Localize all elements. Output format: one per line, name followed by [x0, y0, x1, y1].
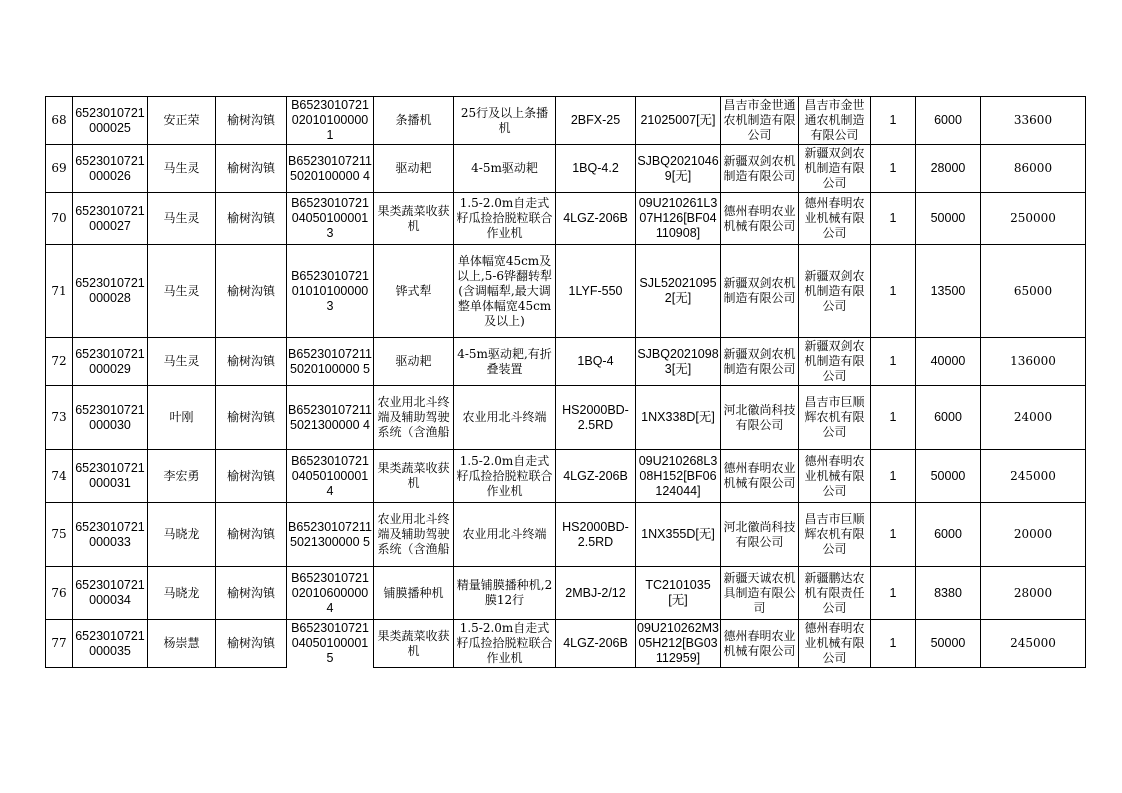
applicant-code: 6523010721000033 [75, 519, 145, 549]
row-number: 77 [51, 636, 67, 650]
serial-number: 21025007[无] [640, 113, 716, 127]
manufacturer: 昌吉市金世通农机制造有限公司 [723, 98, 796, 142]
item-code: B652301072115021300000 4 [288, 402, 372, 432]
machine-spec-cell [454, 97, 556, 145]
serial-number: 09U210268L308H152[BF06124044] [638, 453, 718, 498]
sale-price-cell [981, 503, 1086, 567]
manufacturer: 新疆双剑农机制造有限公司 [723, 276, 796, 305]
serial-number-cell [636, 145, 721, 193]
farmer-name-cell [148, 386, 216, 450]
machine-category-cell [374, 145, 454, 193]
row-number-cell [46, 386, 73, 450]
machine-model-cell [556, 503, 636, 567]
row-number-cell [46, 620, 73, 668]
machine-spec-cell [454, 450, 556, 503]
quantity-cell [871, 450, 916, 503]
sale-price: 24000 [1013, 410, 1053, 424]
machine-spec: 单体幅宽45cm及以上,5-6铧翻转犁(含调幅犁,最大调整单体幅宽45cm及以上) [456, 253, 553, 328]
dealer: 昌吉市金世通农机制造有限公司 [804, 98, 865, 142]
town-name-cell [216, 145, 287, 193]
item-code: B652301072115021300000 5 [288, 519, 372, 549]
quantity-cell [871, 193, 916, 245]
sale-price: 86000 [1013, 161, 1053, 175]
machine-model-cell [556, 193, 636, 245]
manufacturer: 德州春明农业机械有限公司 [723, 461, 796, 490]
machine-category: 驱动耙 [395, 161, 432, 175]
machine-model-cell [556, 338, 636, 386]
quantity-cell [871, 145, 916, 193]
item-code-cell [287, 386, 374, 450]
row-number: 73 [51, 410, 67, 424]
table-row [46, 386, 1086, 450]
subsidy-amount: 50000 [930, 211, 966, 225]
serial-number: 1NX355D[无] [641, 527, 715, 541]
sale-price: 20000 [1013, 527, 1053, 541]
machine-category-cell [374, 193, 454, 245]
subsidy-amount: 50000 [930, 468, 966, 483]
dealer: 昌吉市巨顺辉农机有限公司 [804, 395, 865, 439]
quantity: 1 [889, 585, 897, 600]
serial-number-cell [636, 245, 721, 338]
town-name-cell [216, 245, 287, 338]
row-number: 72 [51, 354, 67, 368]
machine-model-cell [556, 567, 636, 620]
table-row [46, 567, 1086, 620]
machine-spec-cell [454, 620, 556, 668]
table-row [46, 338, 1086, 386]
item-code-cell [287, 338, 374, 386]
quantity: 1 [889, 636, 897, 650]
farmer-name: 叶刚 [169, 410, 194, 424]
machine-spec: 1.5-2.0m自走式籽瓜捡拾脱粒联合作业机 [456, 196, 553, 240]
dealer-cell [799, 386, 871, 450]
quantity-cell [871, 567, 916, 620]
subsidy-amount: 40000 [930, 354, 966, 368]
dealer: 新疆鹏达农机有限责任公司 [804, 570, 865, 615]
row-number: 69 [51, 161, 67, 175]
table-row [46, 193, 1086, 245]
table-row [46, 503, 1086, 567]
applicant-code-cell [73, 193, 148, 245]
manufacturer-cell [721, 450, 799, 503]
machine-category: 果类蔬菜收获机 [377, 628, 450, 658]
manufacturer-cell [721, 503, 799, 567]
farmer-name-cell [148, 145, 216, 193]
item-code: B652301072115020100000 4 [288, 153, 372, 183]
machine-category-cell [374, 620, 454, 668]
town-name: 榆树沟镇 [226, 161, 275, 175]
farmer-name: 马生灵 [163, 283, 200, 298]
subsidy-amount-cell [916, 450, 981, 503]
subsidy-amount: 6000 [934, 527, 962, 541]
machine-model: HS2000BD-2.5RD [562, 519, 629, 549]
machine-category: 果类蔬菜收获机 [377, 203, 450, 233]
machine-spec-cell [454, 338, 556, 386]
dealer: 德州春明农业机械有限公司 [804, 196, 865, 240]
dealer: 德州春明农业机械有限公司 [804, 621, 865, 665]
sale-price: 245000 [1010, 468, 1056, 483]
manufacturer-cell [721, 567, 799, 620]
subsidy-amount-cell [916, 145, 981, 193]
machine-model: 4LGZ-206B [563, 211, 628, 225]
machine-model-cell [556, 450, 636, 503]
quantity-cell [871, 503, 916, 567]
applicant-code: 6523010721000029 [75, 346, 145, 376]
machine-category-cell [374, 97, 454, 145]
item-code: B652301072101010100000 3 [291, 268, 369, 313]
farmer-name-cell [148, 338, 216, 386]
sale-price-cell [981, 386, 1086, 450]
applicant-code: 6523010721000034 [75, 578, 145, 607]
machine-model-cell [556, 145, 636, 193]
dealer-cell [799, 193, 871, 245]
dealer: 昌吉市巨顺辉农机有限公司 [804, 512, 865, 556]
machine-spec-cell [454, 193, 556, 245]
machine-model-cell [556, 245, 636, 338]
quantity: 1 [889, 354, 897, 368]
subsidy-amount-cell [916, 620, 981, 668]
row-number-cell [46, 450, 73, 503]
manufacturer-cell [721, 245, 799, 338]
applicant-code-cell [73, 386, 148, 450]
serial-number-cell [636, 338, 721, 386]
item-code-cell [287, 620, 374, 668]
dealer: 新疆双剑农机制造有限公司 [804, 146, 865, 190]
machine-model: 2MBJ-2/12 [565, 585, 626, 600]
quantity-cell [871, 97, 916, 145]
row-number-cell [46, 567, 73, 620]
serial-number-cell [636, 620, 721, 668]
farmer-name-cell [148, 567, 216, 620]
machine-category: 驱动耙 [395, 354, 432, 368]
item-code-cell [287, 145, 374, 193]
machine-category-cell [374, 503, 454, 567]
machine-spec-cell [454, 245, 556, 338]
item-code-cell [287, 567, 374, 620]
town-name: 榆树沟镇 [226, 468, 275, 483]
applicant-code: 6523010721000025 [75, 105, 145, 135]
item-code-cell [287, 97, 374, 145]
item-code: B652301072104050100001 5 [291, 621, 369, 666]
item-code: B652301072104050100001 3 [291, 196, 369, 240]
serial-number-cell [636, 193, 721, 245]
applicant-code-cell [73, 145, 148, 193]
machine-model: 4LGZ-206B [563, 636, 628, 650]
machine-model: 1BQ-4 [577, 354, 614, 368]
table-row [46, 620, 1086, 668]
quantity: 1 [889, 527, 897, 541]
item-code-cell [287, 245, 374, 338]
sale-price-cell [981, 338, 1086, 386]
machine-spec: 农业用北斗终端 [462, 527, 547, 541]
row-number: 68 [51, 113, 67, 127]
machine-spec: 4-5m驱动耙,有折叠装置 [457, 346, 552, 376]
applicant-code-cell [73, 567, 148, 620]
town-name: 榆树沟镇 [226, 113, 275, 127]
applicant-code-cell [73, 450, 148, 503]
machine-spec-cell [454, 503, 556, 567]
dealer: 德州春明农业机械有限公司 [804, 453, 865, 498]
manufacturer: 河北徽尚科技有限公司 [723, 402, 796, 432]
applicant-code-cell [73, 503, 148, 567]
serial-number: SJL520210952[无] [639, 276, 717, 305]
town-name-cell [216, 620, 287, 668]
machine-category: 农业用北斗终端及辅助驾驶系统（含渔船 [377, 512, 450, 556]
quantity: 1 [889, 468, 897, 483]
machine-model: 2BFX-25 [570, 113, 621, 127]
manufacturer: 河北徽尚科技有限公司 [723, 519, 796, 549]
applicant-code-cell [73, 620, 148, 668]
farmer-name: 杨崇慧 [163, 636, 200, 650]
town-name: 榆树沟镇 [226, 410, 275, 424]
manufacturer: 新疆天诚农机具制造有限公司 [723, 570, 796, 615]
applicant-code: 6523010721000030 [75, 402, 145, 432]
town-name: 榆树沟镇 [226, 211, 275, 225]
applicant-code-cell [73, 338, 148, 386]
subsidy-amount-cell [916, 567, 981, 620]
machine-category-cell [374, 386, 454, 450]
quantity-cell [871, 620, 916, 668]
serial-number-cell [636, 386, 721, 450]
farmer-name: 马生灵 [163, 161, 200, 175]
machine-model: 1LYF-550 [568, 283, 623, 298]
town-name-cell [216, 338, 287, 386]
row-number-cell [46, 97, 73, 145]
serial-number-cell [636, 567, 721, 620]
sale-price: 28000 [1013, 585, 1053, 600]
sale-price-cell [981, 567, 1086, 620]
serial-number: SJBQ20210469[无] [637, 153, 719, 183]
machine-model-cell [556, 620, 636, 668]
subsidy-amount-cell [916, 193, 981, 245]
machine-category: 条播机 [395, 113, 432, 127]
farmer-name: 马生灵 [163, 211, 200, 225]
quantity: 1 [889, 211, 897, 225]
applicant-code-cell [73, 97, 148, 145]
machine-spec-cell [454, 386, 556, 450]
farmer-name-cell [148, 97, 216, 145]
serial-number: 09U210262M305H212[BG03112959] [637, 621, 719, 665]
serial-number: TC2101035[无] [645, 578, 711, 607]
applicant-code: 6523010721000027 [75, 203, 145, 233]
machine-spec: 4-5m驱动耙 [471, 161, 538, 175]
machine-category-cell [374, 450, 454, 503]
sale-price: 250000 [1010, 211, 1056, 225]
sale-price-cell [981, 450, 1086, 503]
farmer-name-cell [148, 620, 216, 668]
quantity-cell [871, 245, 916, 338]
town-name-cell [216, 450, 287, 503]
manufacturer: 德州春明农业机械有限公司 [723, 203, 796, 233]
applicant-code: 6523010721000035 [75, 628, 145, 658]
machine-category-cell [374, 245, 454, 338]
machine-spec-cell [454, 145, 556, 193]
subsidy-amount-cell [916, 338, 981, 386]
farmer-name: 马晓龙 [163, 585, 200, 600]
farmer-name: 马晓龙 [163, 527, 200, 541]
dealer-cell [799, 338, 871, 386]
subsidy-amount-cell [916, 503, 981, 567]
machine-category-cell [374, 567, 454, 620]
table-row [46, 450, 1086, 503]
applicant-code-cell [73, 245, 148, 338]
applicant-code: 6523010721000028 [75, 276, 145, 305]
row-number-cell [46, 338, 73, 386]
town-name-cell [216, 97, 287, 145]
machine-spec: 1.5-2.0m自走式籽瓜捡拾脱粒联合作业机 [456, 453, 553, 498]
serial-number: 09U210261L307H126[BF04110908] [638, 196, 718, 240]
dealer-cell [799, 503, 871, 567]
subsidy-amount: 8380 [934, 585, 962, 600]
table-row [46, 145, 1086, 193]
manufacturer-cell [721, 145, 799, 193]
row-number: 71 [51, 283, 67, 298]
quantity: 1 [889, 283, 897, 298]
machine-category: 农业用北斗终端及辅助驾驶系统（含渔船 [377, 395, 450, 439]
applicant-code: 6523010721000031 [75, 461, 145, 490]
dealer: 新疆双剑农机制造有限公司 [804, 268, 865, 313]
machine-model: HS2000BD-2.5RD [562, 402, 629, 432]
sale-price-cell [981, 620, 1086, 668]
manufacturer: 新疆双剑农机制造有限公司 [723, 346, 796, 376]
town-name-cell [216, 193, 287, 245]
row-number: 75 [51, 527, 67, 541]
item-code: B652301072115020100000 5 [288, 346, 372, 376]
applicant-code: 6523010721000026 [75, 153, 145, 183]
farmer-name: 马生灵 [163, 354, 200, 368]
quantity: 1 [889, 113, 897, 127]
sale-price-cell [981, 97, 1086, 145]
farmer-name-cell [148, 450, 216, 503]
serial-number: 1NX338D[无] [641, 410, 715, 424]
quantity: 1 [889, 410, 897, 424]
manufacturer-cell [721, 386, 799, 450]
sale-price-cell [981, 145, 1086, 193]
row-number: 76 [51, 585, 67, 600]
quantity-cell [871, 386, 916, 450]
dealer-cell [799, 620, 871, 668]
town-name-cell [216, 567, 287, 620]
town-name-cell [216, 503, 287, 567]
town-name: 榆树沟镇 [226, 527, 275, 541]
sale-price: 33600 [1013, 113, 1053, 127]
serial-number-cell [636, 97, 721, 145]
row-number-cell [46, 503, 73, 567]
row-number-cell [46, 145, 73, 193]
table-row [46, 97, 1086, 145]
subsidy-table [45, 96, 1086, 668]
machine-category: 铺膜播种机 [383, 585, 444, 600]
sale-price: 136000 [1010, 354, 1056, 368]
machine-category: 铧式犁 [395, 283, 432, 298]
farmer-name-cell [148, 245, 216, 338]
dealer-cell [799, 245, 871, 338]
sale-price: 65000 [1013, 283, 1053, 298]
manufacturer-cell [721, 193, 799, 245]
dealer-cell [799, 567, 871, 620]
machine-model: 1BQ-4.2 [572, 161, 619, 175]
manufacturer: 德州春明农业机械有限公司 [723, 628, 796, 658]
dealer-cell [799, 450, 871, 503]
dealer-cell [799, 145, 871, 193]
subsidy-amount: 28000 [930, 161, 966, 175]
town-name: 榆树沟镇 [226, 636, 275, 650]
subsidy-amount-cell [916, 97, 981, 145]
sale-price-cell [981, 193, 1086, 245]
town-name: 榆树沟镇 [226, 283, 275, 298]
town-name: 榆树沟镇 [226, 354, 275, 368]
machine-model-cell [556, 97, 636, 145]
machine-category: 果类蔬菜收获机 [377, 461, 450, 490]
row-number-cell [46, 193, 73, 245]
item-code-cell [287, 450, 374, 503]
machine-spec: 1.5-2.0m自走式籽瓜捡拾脱粒联合作业机 [456, 621, 553, 665]
item-code-cell [287, 503, 374, 567]
subsidy-amount: 6000 [934, 113, 962, 127]
item-code-cell [287, 193, 374, 245]
machine-spec: 25行及以上条播机 [460, 105, 549, 135]
item-code: B652301072104050100001 4 [291, 453, 369, 498]
row-number-cell [46, 245, 73, 338]
dealer: 新疆双剑农机制造有限公司 [804, 339, 865, 383]
serial-number-cell [636, 503, 721, 567]
dealer-cell [799, 97, 871, 145]
item-code: B652301072102010600000 4 [291, 570, 369, 615]
machine-category-cell [374, 338, 454, 386]
manufacturer-cell [721, 620, 799, 668]
manufacturer: 新疆双剑农机制造有限公司 [723, 153, 796, 183]
table-row [46, 245, 1086, 338]
machine-spec: 农业用北斗终端 [462, 410, 547, 424]
machine-model: 4LGZ-206B [563, 468, 628, 483]
subsidy-amount: 13500 [930, 283, 966, 298]
manufacturer-cell [721, 97, 799, 145]
quantity: 1 [889, 161, 897, 175]
row-number: 70 [51, 211, 67, 225]
serial-number-cell [636, 450, 721, 503]
quantity-cell [871, 338, 916, 386]
farmer-name: 安正荣 [163, 113, 200, 127]
sale-price-cell [981, 245, 1086, 338]
machine-model-cell [556, 386, 636, 450]
machine-spec-cell [454, 567, 556, 620]
manufacturer-cell [721, 338, 799, 386]
farmer-name: 李宏勇 [163, 468, 200, 483]
subsidy-amount: 50000 [930, 636, 966, 650]
item-code: B652301072102010100000 1 [291, 98, 369, 142]
subsidy-amount-cell [916, 386, 981, 450]
town-name: 榆树沟镇 [226, 585, 275, 600]
farmer-name-cell [148, 193, 216, 245]
farmer-name-cell [148, 503, 216, 567]
sale-price: 245000 [1010, 636, 1056, 650]
town-name-cell [216, 386, 287, 450]
serial-number: SJBQ20210983[无] [637, 346, 719, 376]
row-number: 74 [51, 468, 67, 483]
subsidy-amount-cell [916, 245, 981, 338]
machine-spec: 精量铺膜播种机,2膜12行 [456, 578, 553, 607]
subsidy-amount: 6000 [934, 410, 962, 424]
